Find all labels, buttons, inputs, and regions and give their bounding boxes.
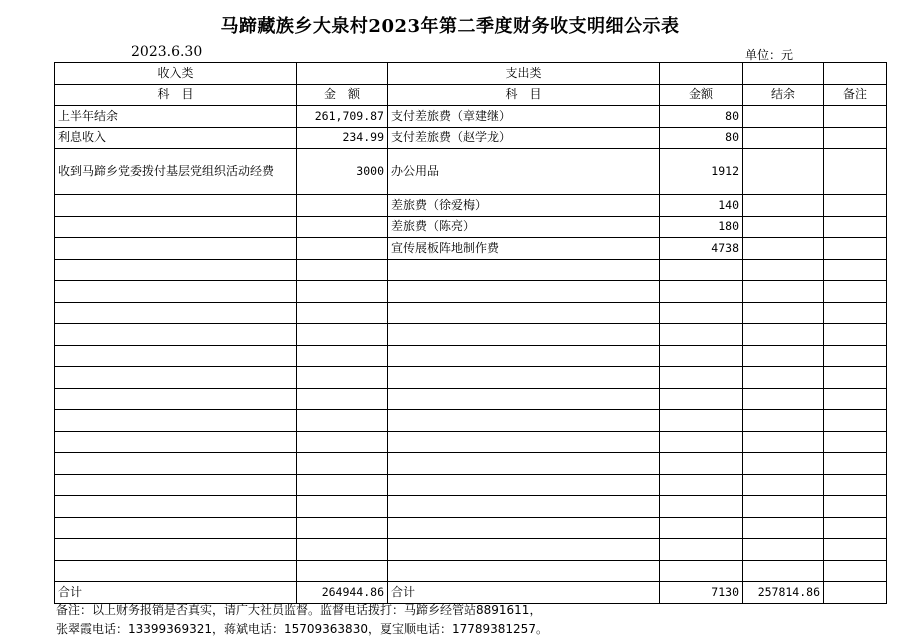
empty-cell — [743, 431, 824, 453]
empty-cell — [743, 474, 824, 496]
empty-cell — [55, 496, 297, 518]
empty-row — [55, 453, 887, 475]
empty-cell — [297, 431, 388, 453]
remark-cell — [824, 127, 887, 149]
empty-cell — [743, 560, 824, 582]
header-blank — [297, 63, 388, 85]
income-amount-cell — [297, 238, 388, 260]
empty-cell — [55, 560, 297, 582]
empty-cell — [660, 453, 743, 475]
empty-cell — [297, 517, 388, 539]
table-row — [55, 195, 887, 217]
income-subject-cell: 上半年结余 — [55, 106, 297, 128]
empty-cell — [743, 302, 824, 324]
empty-cell — [55, 345, 297, 367]
income-amount-cell — [297, 195, 388, 217]
balance-cell — [743, 195, 824, 217]
empty-cell — [388, 259, 660, 281]
table-row — [55, 238, 887, 260]
category-header-row — [55, 63, 887, 85]
empty-cell — [388, 560, 660, 582]
expense-subject-cell: 支付差旅费（章建继） — [388, 106, 660, 128]
empty-cell — [824, 474, 887, 496]
empty-cell — [297, 345, 388, 367]
empty-cell — [297, 388, 388, 410]
empty-cell — [297, 367, 388, 389]
totals-row — [55, 582, 887, 604]
empty-row — [55, 539, 887, 561]
finance-table — [54, 62, 887, 604]
empty-cell — [660, 324, 743, 346]
empty-cell — [660, 367, 743, 389]
income-amount-cell: 234.99 — [297, 127, 388, 149]
report-date: 2023.6.30 — [131, 44, 203, 60]
empty-cell — [297, 324, 388, 346]
table-row — [55, 127, 887, 149]
empty-row — [55, 324, 887, 346]
empty-cell — [297, 453, 388, 475]
expense-amount-cell: 1912 — [660, 149, 743, 195]
income-total-amount: 264944.86 — [297, 582, 388, 604]
empty-cell — [388, 367, 660, 389]
empty-cell — [55, 431, 297, 453]
income-subject-cell: 利息收入 — [55, 127, 297, 149]
empty-cell — [743, 324, 824, 346]
header-blank — [743, 63, 824, 85]
empty-cell — [55, 367, 297, 389]
empty-cell — [824, 367, 887, 389]
empty-cell — [824, 517, 887, 539]
empty-cell — [55, 302, 297, 324]
empty-cell — [297, 281, 388, 303]
header-blank — [660, 63, 743, 85]
empty-cell — [388, 474, 660, 496]
table-row — [55, 106, 887, 128]
empty-cell — [297, 259, 388, 281]
empty-cell — [55, 324, 297, 346]
empty-cell — [660, 431, 743, 453]
income-subject-cell: 收到马蹄乡党委拨付基层党组织活动经费 — [55, 149, 297, 195]
empty-cell — [824, 388, 887, 410]
income-subject-cell — [55, 195, 297, 217]
empty-cell — [55, 281, 297, 303]
expense-subject-cell: 宣传展板阵地制作费 — [388, 238, 660, 260]
expense-category-header: 支出类 — [388, 63, 660, 85]
empty-row — [55, 302, 887, 324]
empty-cell — [388, 453, 660, 475]
empty-cell — [743, 259, 824, 281]
empty-cell — [660, 474, 743, 496]
expense-amount-header: 金额 — [660, 84, 743, 106]
empty-cell — [297, 474, 388, 496]
empty-cell — [660, 259, 743, 281]
empty-cell — [824, 560, 887, 582]
empty-cell — [824, 453, 887, 475]
income-amount-cell: 261,709.87 — [297, 106, 388, 128]
expense-amount-cell: 4738 — [660, 238, 743, 260]
income-amount-cell — [297, 216, 388, 238]
expense-total-amount: 7130 — [660, 582, 743, 604]
empty-cell — [55, 259, 297, 281]
empty-row — [55, 474, 887, 496]
note-line-2: 张翠霞电话：13399369321，蒋斌电话：15709363830，夏宝顺电话：17789381257。 — [56, 622, 548, 636]
empty-cell — [388, 431, 660, 453]
empty-cell — [388, 496, 660, 518]
empty-cell — [660, 560, 743, 582]
empty-row — [55, 410, 887, 432]
empty-cell — [743, 281, 824, 303]
empty-cell — [743, 517, 824, 539]
empty-cell — [55, 388, 297, 410]
empty-cell — [660, 281, 743, 303]
remark-cell — [824, 195, 887, 217]
expense-amount-cell: 80 — [660, 127, 743, 149]
income-amount-header: 金 额 — [297, 84, 388, 106]
empty-cell — [743, 539, 824, 561]
empty-cell — [824, 302, 887, 324]
remark-total — [824, 582, 887, 604]
empty-row — [55, 259, 887, 281]
empty-cell — [824, 496, 887, 518]
empty-cell — [824, 410, 887, 432]
empty-cell — [743, 496, 824, 518]
empty-cell — [388, 302, 660, 324]
empty-cell — [660, 539, 743, 561]
empty-cell — [55, 539, 297, 561]
empty-cell — [297, 496, 388, 518]
income-subject-cell — [55, 216, 297, 238]
page-title: 马蹄藏族乡大泉村2023年第二季度财务收支明细公示表 — [220, 16, 680, 37]
table-row — [55, 216, 887, 238]
expense-subject-cell: 支付差旅费（赵学龙） — [388, 127, 660, 149]
empty-row — [55, 345, 887, 367]
empty-cell — [388, 539, 660, 561]
empty-cell — [824, 345, 887, 367]
balance-cell — [743, 238, 824, 260]
expense-amount-cell: 140 — [660, 195, 743, 217]
empty-cell — [660, 517, 743, 539]
income-total-label: 合计 — [55, 582, 297, 604]
empty-cell — [824, 324, 887, 346]
empty-row — [55, 496, 887, 518]
remark-cell — [824, 216, 887, 238]
empty-cell — [743, 367, 824, 389]
expense-subject-cell: 差旅费（陈亮） — [388, 216, 660, 238]
empty-cell — [388, 345, 660, 367]
empty-cell — [743, 453, 824, 475]
empty-row — [55, 517, 887, 539]
expense-total-label: 合计 — [388, 582, 660, 604]
empty-row — [55, 431, 887, 453]
expense-amount-cell: 180 — [660, 216, 743, 238]
expense-subject-cell: 差旅费（徐爱梅） — [388, 195, 660, 217]
income-amount-cell: 3000 — [297, 149, 388, 195]
empty-cell — [388, 410, 660, 432]
currency-unit: 单位：元 — [745, 48, 794, 62]
empty-row — [55, 367, 887, 389]
empty-cell — [824, 539, 887, 561]
balance-cell — [743, 106, 824, 128]
empty-cell — [660, 302, 743, 324]
empty-cell — [55, 474, 297, 496]
empty-cell — [660, 345, 743, 367]
empty-cell — [55, 517, 297, 539]
empty-cell — [743, 388, 824, 410]
column-header-row — [55, 84, 887, 106]
balance-cell — [743, 127, 824, 149]
balance-cell — [743, 216, 824, 238]
income-subject-header: 科 目 — [55, 84, 297, 106]
balance-header: 结余 — [743, 84, 824, 106]
remark-cell — [824, 149, 887, 195]
expense-subject-header: 科 目 — [388, 84, 660, 106]
balance-total: 257814.86 — [743, 582, 824, 604]
remark-cell — [824, 106, 887, 128]
empty-cell — [388, 281, 660, 303]
empty-cell — [388, 517, 660, 539]
empty-cell — [660, 388, 743, 410]
empty-cell — [297, 539, 388, 561]
expense-amount-cell: 80 — [660, 106, 743, 128]
balance-cell — [743, 149, 824, 195]
note-line-1: 备注：以上财务报销是否真实，请广大社员监督。监督电话拨打：马蹄乡经管站8891611， — [56, 603, 542, 617]
empty-row — [55, 388, 887, 410]
expense-subject-cell: 办公用品 — [388, 149, 660, 195]
income-category-header: 收入类 — [55, 63, 297, 85]
empty-cell — [660, 496, 743, 518]
remark-header: 备注 — [824, 84, 887, 106]
empty-row — [55, 281, 887, 303]
table-row — [55, 149, 887, 195]
empty-cell — [388, 388, 660, 410]
empty-cell — [297, 302, 388, 324]
empty-cell — [297, 410, 388, 432]
empty-cell — [824, 259, 887, 281]
empty-cell — [55, 410, 297, 432]
empty-cell — [388, 324, 660, 346]
empty-cell — [743, 345, 824, 367]
empty-cell — [660, 410, 743, 432]
empty-cell — [743, 410, 824, 432]
empty-cell — [824, 281, 887, 303]
empty-cell — [55, 453, 297, 475]
income-subject-cell — [55, 238, 297, 260]
header-blank — [824, 63, 887, 85]
empty-row — [55, 560, 887, 582]
remark-cell — [824, 238, 887, 260]
empty-cell — [297, 560, 388, 582]
empty-cell — [824, 431, 887, 453]
